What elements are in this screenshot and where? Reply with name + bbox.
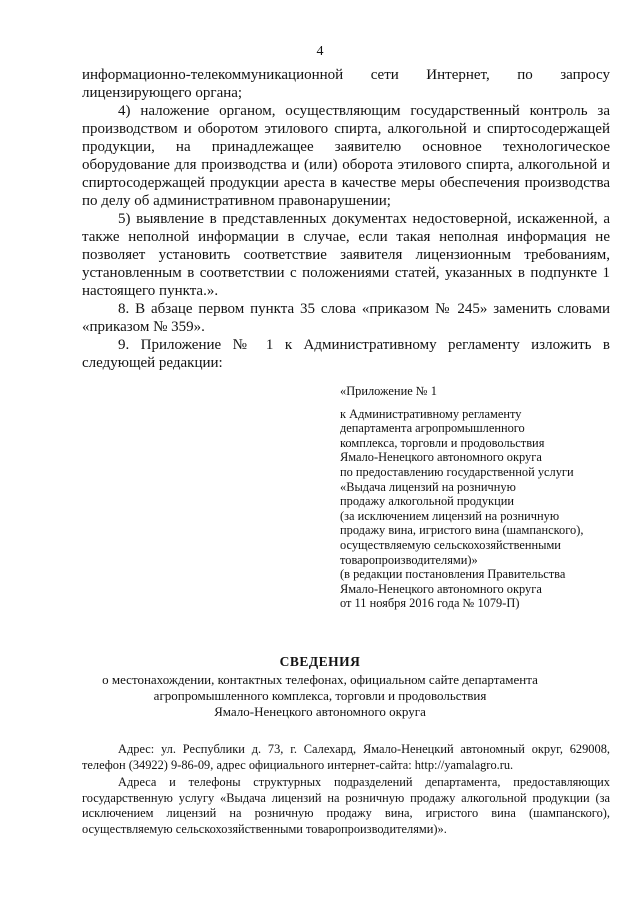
address-paragraph: Адрес: ул. Республики д. 73, г. Салехард, Ямало-Ненецкий автономный округ, 629008, телефон (34922) 9-86-09, адрес официального интернет-сайта: http://yamalagro.ru.: [82, 742, 610, 772]
subdivisions-paragraph: Адреса и телефоны структурных подразделений департамента, предоставляющих государственную услугу «Выдача лицензий на розничную продажу алкогольной продукции (за исключением лицензий на розничную продажу вина, игристого вина (шампанского), осуществляемую сельскохозяйственными товаропроизводителями)».: [82, 775, 610, 836]
appendix-line: (в редакции постановления Правительства: [340, 567, 566, 582]
paragraph-1-line-1: информационно-телекоммуникационной сети Интернет, по запросу: [82, 67, 610, 83]
paragraph-amendment-9: 9. Приложение № 1 к Административному регламенту изложить в следующей редакции:: [82, 337, 610, 371]
paragraph-amendment-8: 8. В абзаце первом пункта 35 слова «приказом № 245» заменить словами «приказом № 359».: [82, 301, 610, 335]
appendix-header-block: [340, 384, 630, 611]
contact-info: [82, 742, 610, 837]
appendix-line: «Выдача лицензий на розничную: [340, 479, 516, 494]
appendix-line: комплекса, торговли и продовольствия: [340, 435, 545, 450]
appendix-title: «Приложение № 1: [340, 384, 437, 398]
page-number: 4: [316, 44, 324, 59]
appendix-line: продажу вина, игристого вина (шампанского),: [340, 523, 584, 538]
section-subtitle-line: о местонахождении, контактных телефонах, официальном сайте департамента: [102, 672, 538, 687]
appendix-line: к Административному регламенту: [340, 406, 522, 421]
appendix-line: по предоставлению государственной услуги: [340, 464, 574, 479]
appendix-line: департамента агропромышленного: [340, 421, 525, 436]
appendix-line: товаропроизводителями)»: [340, 552, 478, 567]
body-text: [82, 66, 610, 372]
paragraph-1-line-2: лицензирующего органа;: [82, 85, 243, 101]
appendix-line: Ямало-Ненецкого автономного округа: [340, 450, 542, 465]
paragraph-item-5: 5) выявление в представленных документах недостоверной, искаженной, а также неполной информации в случае, если такая неполная информация не позволяет установить соответствие заявителя лицензионным требованиям, установленным в соответствии с положениями статей, указанных в подпункте 1 настоящего пункта.».: [82, 211, 610, 299]
paragraph-item-4: 4) наложение органом, осуществляющим государственный контроль за производством и оборотом этилового спирта, алкогольной и спиртосодержащей продукции, на принадлежащее заявителю основное технологическое оборудование для производства и (или) оборота этилового спирта, алкогольной и спиртосодержащей продукции ареста в качестве меры обеспечения производства по делу об административном правонарушении;: [82, 103, 610, 209]
appendix-line: от 11 ноября 2016 года № 1079-П): [340, 596, 520, 611]
section-subtitle-line: Ямало-Ненецкого автономного округа: [214, 704, 426, 719]
section-heading: [0, 654, 640, 720]
appendix-line: продажу алкогольной продукции: [340, 494, 514, 509]
section-title: СВЕДЕНИЯ: [279, 654, 361, 669]
appendix-line: Ямало-Ненецкого автономного округа: [340, 581, 542, 596]
section-subtitle-line: агропромышленного комплекса, торговли и продовольствия: [153, 688, 487, 703]
appendix-line: (за исключением лицензий на розничную: [340, 508, 560, 523]
appendix-line: осуществляемую сельскохозяйственными: [340, 537, 561, 552]
